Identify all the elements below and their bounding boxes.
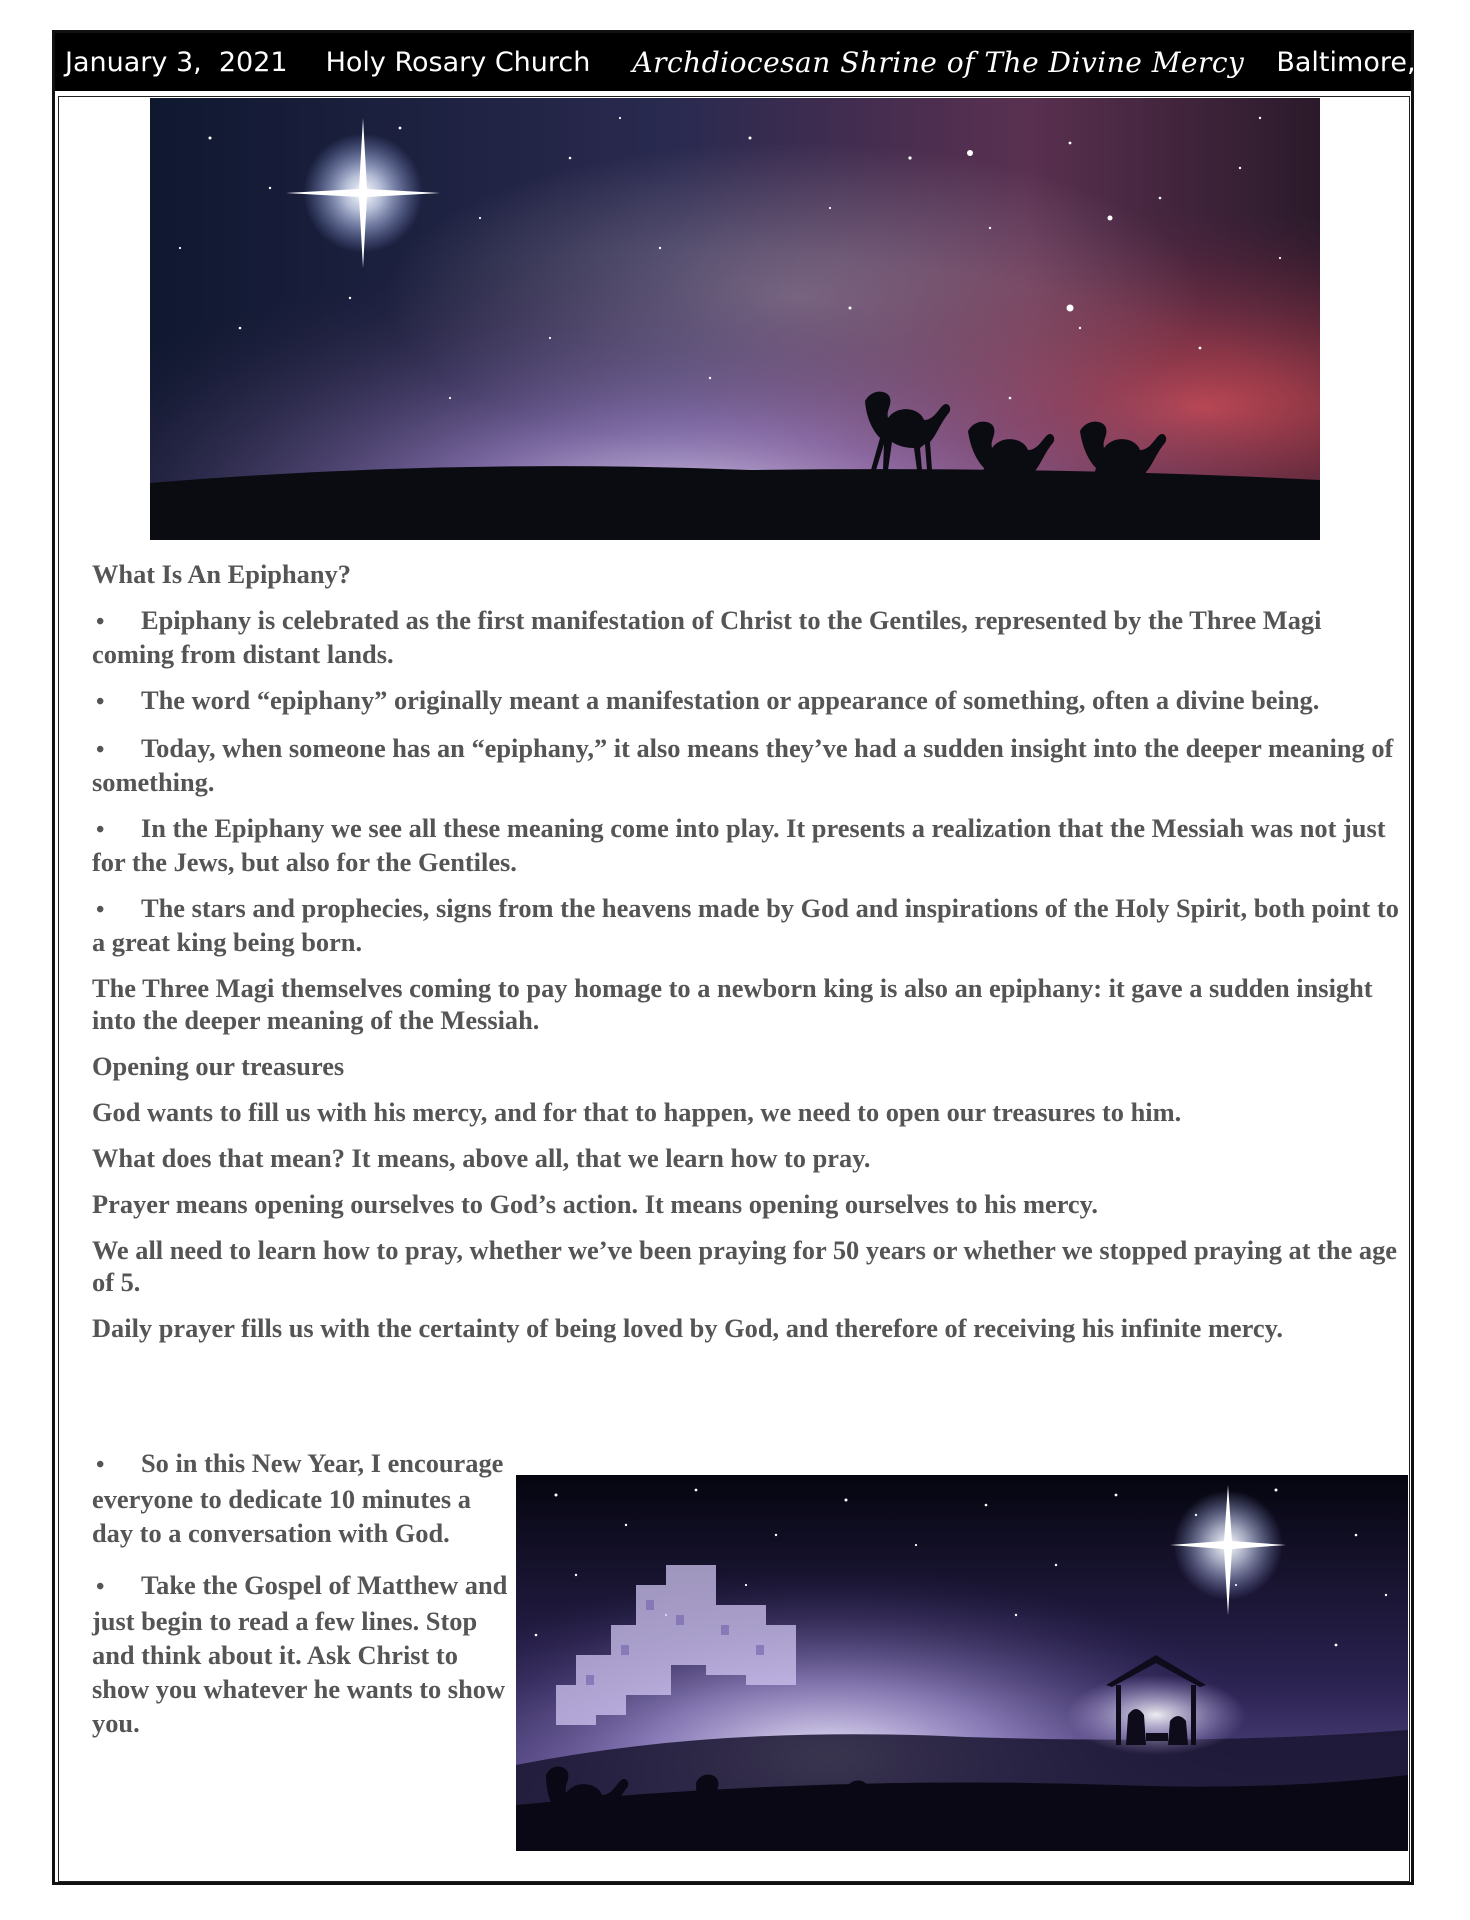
- header-church: Holy Rosary Church: [325, 46, 591, 78]
- article-title: What Is An Epiphany?: [92, 559, 351, 589]
- side-column: [92, 1446, 512, 1758]
- bullet-item: • Today, when someone has an “epiphany,” it also means they’ve had a sudden insight into the deeper meaning of something.: [92, 732, 1410, 798]
- bullet-item: • The word “epiphany” originally meant a manifestation or appearance of something, often a divine being.: [92, 684, 1410, 718]
- header-date: January 3, 2021: [65, 46, 288, 78]
- paragraph: The Three Magi themselves coming to pay homage to a newborn king is also an epiphany: it gave a sudden insight into the deeper meaning of the Messiah.: [92, 973, 1373, 1035]
- header-shrine: Archdiocesan Shrine of The Divine Mercy: [632, 45, 1245, 79]
- bullet-item: • So in this New Year, I encourage everyone to dedicate 10 minutes a day to a conversation with God.: [92, 1446, 512, 1550]
- bullet-item: • Epiphany is celebrated as the first manifestation of Christ to the Gentiles, represented by the Three Magi coming from distant lands.: [92, 604, 1410, 670]
- paragraph: Prayer means opening ourselves to God’s action. It means opening ourselves to his mercy.: [92, 1189, 1098, 1219]
- paragraph: What does that mean? It means, above all, that we learn how to pray.: [92, 1143, 871, 1173]
- nativity-scene-image: [516, 1475, 1408, 1851]
- paragraph: God wants to fill us with his mercy, and for that to happen, we need to open our treasures to him.: [92, 1097, 1182, 1127]
- paragraph: Daily prayer fills us with the certainty of being loved by God, and therefore of receiving his infinite mercy.: [92, 1313, 1283, 1343]
- section-heading: Opening our treasures: [92, 1051, 345, 1081]
- paragraph: We all need to learn how to pray, whether we’ve been praying for 50 years or whether we stopped praying at the age of 5.: [92, 1235, 1398, 1297]
- bullet-item: • In the Epiphany we see all these meaning come into play. It presents a realization that the Messiah was not just for the Jews, but also for the Gentiles.: [92, 812, 1410, 878]
- bulletin-header: [55, 33, 1469, 91]
- bullet-item: • The stars and prophecies, signs from the heavens made by God and inspirations of the Holy Spirit, both point to a great king being born.: [92, 892, 1410, 958]
- article-body: [92, 558, 1410, 1358]
- header-city: Baltimore, MD: [1276, 46, 1469, 78]
- magi-star-banner-image: [150, 98, 1320, 540]
- bullet-item: • Take the Gospel of Matthew and just begin to read a few lines. Stop and think about it. Ask Christ to show you whatever he wants to show you.: [92, 1568, 512, 1740]
